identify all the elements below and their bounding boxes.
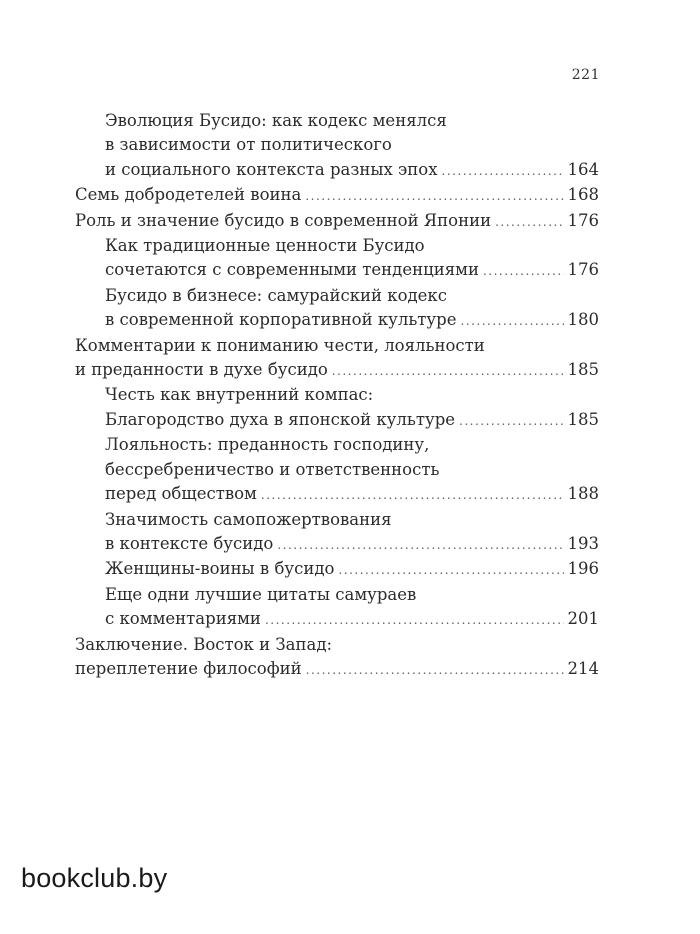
toc-entry-title-line: Честь как внутренний компас:: [105, 385, 374, 405]
dot-leader: [306, 658, 564, 682]
toc-entry-title-line: Еще одни лучшие цитаты самураев: [105, 584, 417, 604]
dot-leader: [460, 309, 563, 333]
dot-leader: [483, 259, 564, 283]
toc-entry-last-line: [75, 209, 599, 234]
toc-page-number: 176: [567, 260, 599, 280]
toc-entry-title-line: Как традиционные ценности Бусидо: [105, 236, 425, 256]
toc-page-number: 180: [567, 310, 599, 330]
dot-leader: [338, 558, 563, 582]
toc-page-number: 214: [567, 658, 599, 678]
toc-entry-last-line: [105, 557, 599, 582]
toc-entry-title-line: Благородство духа в японской культуре: [105, 409, 456, 429]
dot-leader: [459, 409, 563, 433]
toc-entry-title-line: с комментариями: [105, 609, 261, 629]
toc-entry[interactable]: [75, 109, 599, 183]
toc-entry[interactable]: [75, 433, 599, 507]
dot-leader: [332, 359, 564, 383]
toc-entry-last-line: [75, 657, 599, 682]
watermark: bookclub.by: [21, 863, 168, 893]
toc-page-number: 193: [567, 533, 599, 553]
toc-entry-title-line: Заключение. Восток и Запад:: [75, 634, 333, 654]
toc-entry-title-line: сочетаются с современными тенденциями: [105, 260, 479, 280]
toc-page-number: 168: [567, 185, 599, 205]
toc-entry[interactable]: [75, 183, 599, 208]
toc-entry-title-line: бессребреничество и ответственность: [105, 459, 440, 479]
toc-entry[interactable]: [75, 557, 599, 582]
toc-entry-last-line: [75, 358, 599, 383]
toc-entry-title-line: в современной корпоративной культуре: [105, 310, 457, 330]
toc-page-number: 196: [567, 559, 599, 579]
toc-page-number: 185: [567, 409, 599, 429]
toc-entry-last-line: [105, 258, 599, 283]
toc-entry-title-line: и социального контекста разных эпох: [105, 159, 438, 179]
toc-entry-last-line: [105, 408, 599, 433]
toc-entry-last-line: [105, 532, 599, 557]
toc-entry-last-line: [105, 607, 599, 632]
toc-entry[interactable]: [75, 383, 599, 433]
toc-entry[interactable]: [75, 334, 599, 384]
toc-entry[interactable]: [75, 234, 599, 284]
toc-page-number: 176: [567, 210, 599, 230]
toc-entry-title-line: Роль и значение бусидо в современной Японии: [75, 210, 492, 230]
dot-leader: [261, 483, 564, 507]
toc-entry-last-line: [105, 158, 599, 183]
dot-leader: [495, 210, 563, 234]
toc-entry-title-line: Комментарии к пониманию чести, лояльности: [75, 335, 485, 355]
toc-entry-title-line: Бусидо в бизнесе: самурайский кодекс: [105, 285, 447, 305]
toc-entry[interactable]: [75, 633, 599, 683]
toc-entry-title-line: Семь добродетелей воина: [75, 185, 302, 205]
toc-entry-title-line: Лояльность: преданность господину,: [105, 435, 430, 455]
toc-entry[interactable]: [75, 508, 599, 558]
toc-entry-title-line: в контексте бусидо: [105, 533, 274, 553]
toc-page-number: 164: [567, 159, 599, 179]
toc-entry-title-line: Женщины-воины в бусидо: [105, 559, 335, 579]
toc-entry-last-line: [105, 308, 599, 333]
toc-entry-title-line: и преданности в духе бусидо: [75, 360, 328, 380]
table-of-contents: [75, 109, 599, 682]
toc-entry-title-line: в зависимости от политического: [105, 135, 392, 155]
toc-entry[interactable]: [75, 284, 599, 334]
toc-entry-title-line: перед обществом: [105, 484, 257, 504]
dot-leader: [305, 184, 563, 208]
page-number: 221: [571, 67, 600, 83]
toc-entry-last-line: [75, 183, 599, 208]
toc-page-number: 201: [567, 609, 599, 629]
dot-leader: [442, 159, 564, 183]
toc-entry-title-line: переплетение философий: [75, 658, 302, 678]
toc-entry-last-line: [105, 482, 599, 507]
dot-leader: [277, 533, 563, 557]
toc-entry[interactable]: [75, 583, 599, 633]
toc-entry[interactable]: [75, 209, 599, 234]
toc-page-number: 185: [567, 360, 599, 380]
toc-page-number: 188: [567, 484, 599, 504]
toc-entry-title-line: Значимость самопожертвования: [105, 509, 392, 529]
dot-leader: [265, 608, 564, 632]
toc-entry-title-line: Эволюция Бусидо: как кодекс менялся: [105, 111, 447, 130]
